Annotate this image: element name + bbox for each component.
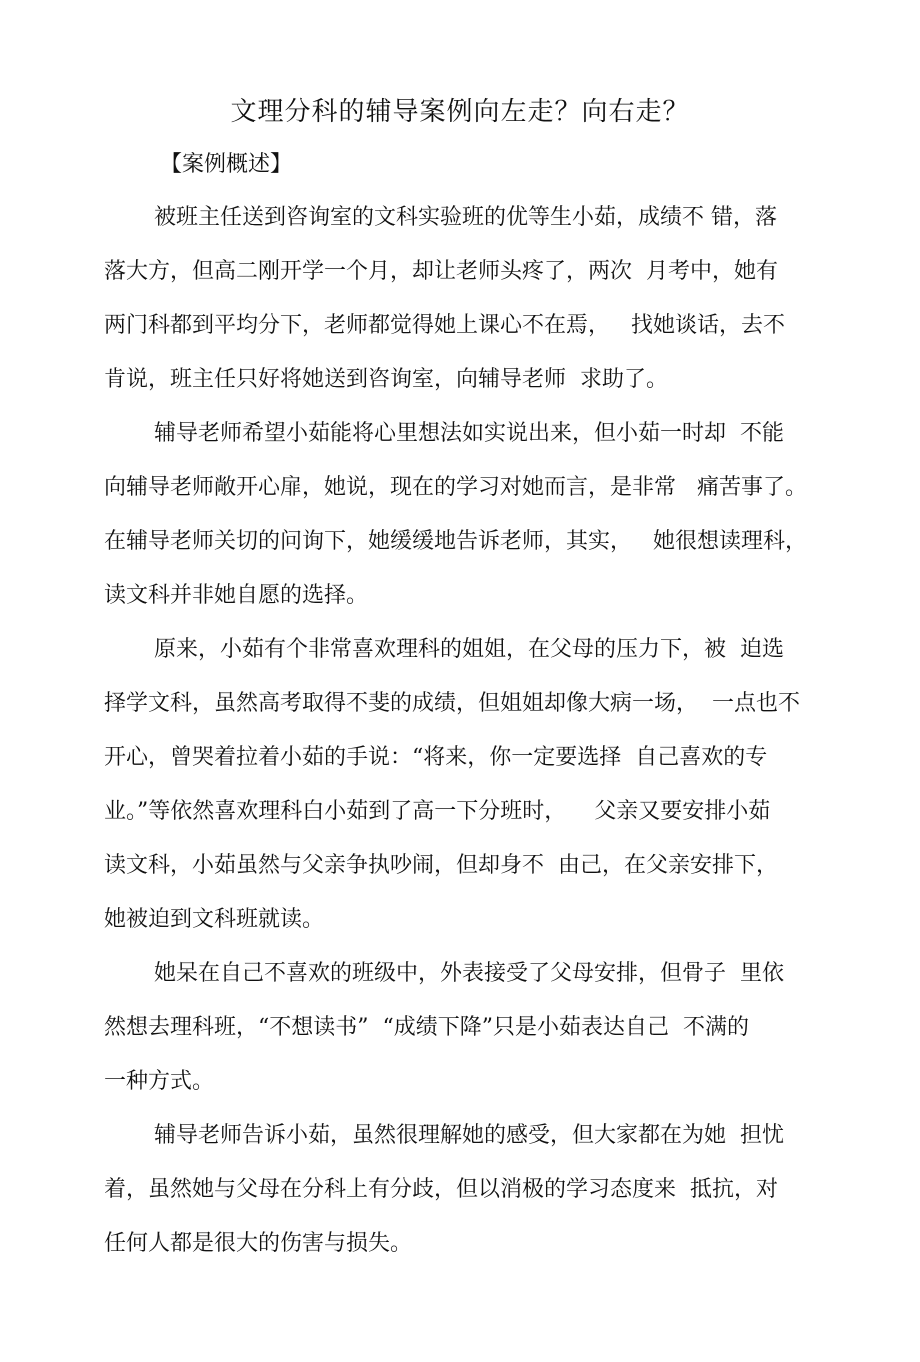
paragraph-line: 开心，曾哭着拉着小茹的手说：“将来，你一定要选择 自己喜欢的专 [104,745,768,770]
paragraph-line: 落大方，但高二刚开学一个月，却让老师头疼了，两次 月考中，她有 [104,259,778,284]
section-heading: 【案例概述】 [160,152,293,177]
paragraph-line: 她被迫到文科班就读。 [104,907,325,932]
paragraph-line: 两门科都到平均分下，老师都觉得她上课心不在焉， 找她谈话，去不 [104,313,785,338]
paragraph-line: 在辅导老师关切的问询下，她缓缓地告诉老师，其实， 她很想读理科， [104,529,807,554]
paragraph-line: 肯说，班主任只好将她送到咨询室，向辅导老师 求助了。 [104,367,668,392]
paragraph-line: 向辅导老师敞开心扉，她说，现在的学习对她而言，是非常 痛苦事了。 [104,475,807,500]
paragraph-line: 任何人都是很大的伤害与损失。 [104,1231,413,1256]
paragraph-line: 她呆在自己不喜欢的班级中，外表接受了父母安排，但骨子 里依 [154,961,784,986]
paragraph-line: 被班主任送到咨询室的文科实验班的优等生小茹，成绩不 错，落 [154,205,777,230]
paragraph-line: 一种方式。 [104,1069,215,1094]
paragraph-line: 辅导老师告诉小茹，虽然很理解她的感受，但大家都在为她 担忧 [154,1123,784,1148]
paragraph-line: 原来，小茹有个非常喜欢理科的姐姐，在父母的压力下，被 迫选 [154,637,784,662]
paragraph-line: 择学文科，虽然高考取得不斐的成绩，但姐姐却像大病一场， 一点也不 [104,691,800,716]
paragraph-line: 读文科并非她自愿的选择。 [104,583,369,608]
paragraph-line: 着，虽然她与父母在分科上有分歧，但以消极的学习态度来 抵抗，对 [104,1177,778,1202]
paragraph-line: 读文科，小茹虽然与父亲争执吵闹，但却身不 由己，在父亲安排下， [104,853,778,878]
paragraph-line: 辅导老师希望小茹能将心里想法如实说出来，但小茹一时却 不能 [154,421,784,446]
paragraph-line: 然想去理科班，“不想读书” “成绩下降”只是小茹表达自己 不满的 [104,1015,749,1040]
document-title: 文理分科的辅导案例向左走？向右走？ [230,97,690,127]
paragraph-line: 业。”等依然喜欢理科白小茹到了高一下分班时， 父亲又要安排小茹 [104,799,771,824]
